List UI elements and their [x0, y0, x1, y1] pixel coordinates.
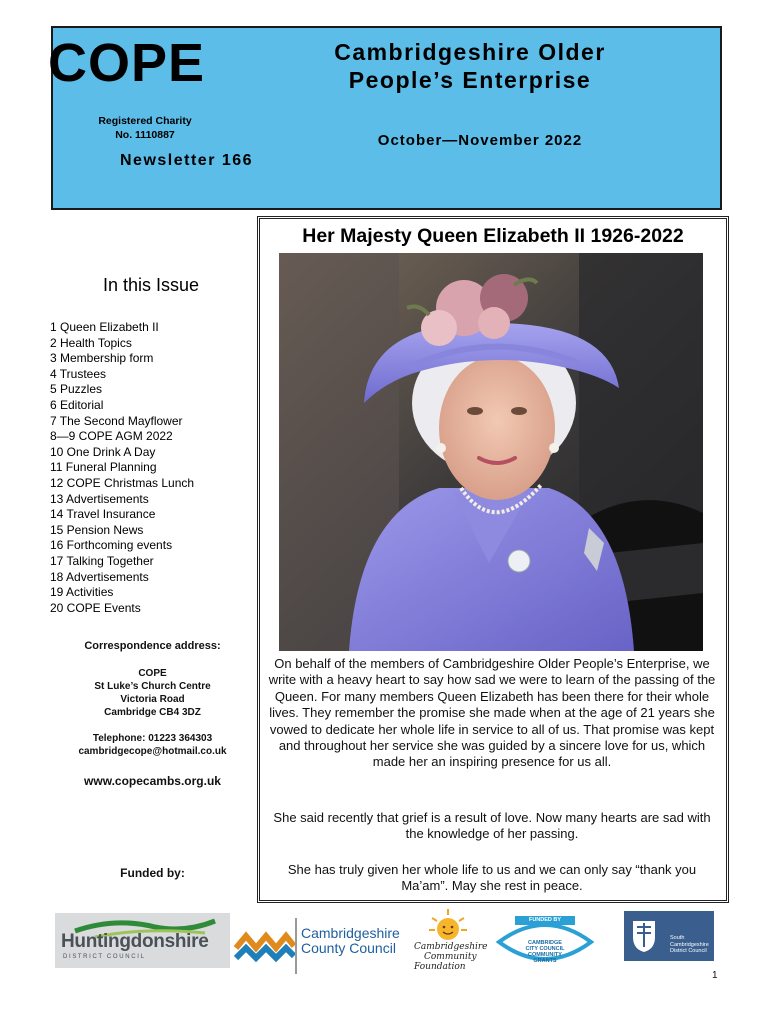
city-council-name: [513, 940, 577, 964]
contents-item: 2 Health Topics: [50, 335, 132, 350]
telephone: Telephone: 01223 364303: [92, 733, 213, 744]
city-line1: CAMBRIDGE: [528, 940, 562, 946]
story-paragraph: She has truly given her whole life to us and we can only say “thank you Ma’am”. May she rest in peace.: [287, 862, 697, 894]
city-funded-by: FUNDED BY: [528, 917, 562, 923]
contents-item: 11 Funeral Planning: [50, 460, 157, 475]
page-number: 1: [712, 970, 718, 981]
charity-label: Registered Charity: [98, 115, 192, 127]
masthead-title: COPE: [48, 33, 206, 93]
contents-item: 4 Trustees: [50, 366, 107, 381]
contents-item: 12 COPE Christmas Lunch: [50, 475, 195, 490]
ccc-name: [301, 926, 400, 956]
contents-item: 10 One Drink A Day: [50, 444, 156, 459]
contents-item: 15 Pension News: [50, 522, 144, 537]
contents-item: 19 Activities: [50, 585, 114, 600]
scdc-line3: District Council: [670, 948, 707, 954]
contents-item: 3 Membership form: [50, 351, 154, 366]
contents-title: In this Issue: [103, 275, 200, 295]
correspondence-address: [50, 667, 255, 719]
organisation-name-line1: Cambridgeshire Older: [334, 39, 606, 65]
ccc-line1: Cambridgeshire: [301, 925, 400, 941]
city-line2: CITY COUNCIL: [525, 946, 565, 952]
address-line: Cambridge CB4 3DZ: [104, 707, 201, 718]
city-line4: GRANTS: [533, 958, 557, 964]
contents-item: 6 Editorial: [50, 397, 104, 412]
story-title: Her Majesty Queen Elizabeth II 1926-2022: [302, 225, 684, 247]
contents-item: 7 The Second Mayflower: [50, 413, 183, 428]
address-line: Victoria Road: [120, 694, 185, 705]
city-line3: COMMUNITY: [528, 952, 562, 958]
contents-item: 5 Puzzles: [50, 382, 103, 397]
contents-item: 16 Forthcoming events: [50, 538, 173, 553]
scdc-line2: Cambridgeshire: [670, 941, 709, 948]
contents-item: 17 Talking Together: [50, 553, 154, 568]
contents-item: 1 Queen Elizabeth II: [50, 320, 159, 334]
huntingdonshire-name: Huntingdonshire: [61, 931, 209, 952]
contents-item: 14 Travel Insurance: [50, 507, 156, 522]
ccf-line3: Foundation: [414, 962, 466, 972]
contents-item: 8—9 COPE AGM 2022: [50, 429, 173, 444]
ccf-name: [414, 942, 489, 972]
organisation-name: [300, 38, 640, 94]
charity-number: [90, 114, 200, 142]
contents-item: 13 Advertisements: [50, 491, 149, 506]
sun-icon: [428, 908, 468, 942]
story-paragraph: She said recently that grief is a result of love. Now many hearts are sad with the knowledge of her passing.: [273, 810, 711, 842]
cambridgeshire-county-council-logo: [234, 918, 409, 976]
south-cambridgeshire-logo: [624, 911, 714, 961]
funded-by-label: Funded by:: [120, 866, 185, 880]
contents-item: 18 Advertisements: [50, 569, 149, 584]
contents-list: [50, 320, 260, 616]
address-line: St Luke’s Church Centre: [94, 681, 211, 692]
cambridgeshire-community-foundation-logo: [414, 908, 489, 978]
cambridge-city-council-logo: [493, 914, 597, 978]
contents-item: 20 COPE Events: [50, 600, 141, 615]
issue-number: Newsletter 166: [120, 152, 254, 169]
charity-number-value: No. 1110887: [115, 129, 175, 141]
waves-icon: [234, 926, 296, 966]
ccf-line1: Cambridgeshire: [414, 942, 488, 952]
queen-photo: [279, 253, 703, 651]
crest-icon: [631, 919, 657, 953]
address-name: COPE: [138, 668, 167, 679]
organisation-name-line2: People’s Enterprise: [348, 67, 592, 93]
huntingdonshire-subtitle: D I S T R I C T C O U N C I L: [63, 954, 144, 960]
contact-details: [50, 732, 255, 758]
ccc-line2: County Council: [301, 940, 396, 956]
huntingdonshire-logo: [55, 913, 230, 968]
story-paragraph: On behalf of the members of Cambridgeshire Older People’s Enterprise, we write with a heavy heart to say how sad we were to learn of the passing of the Queen. For many members Queen Elizabeth has been there for their whole lives. They remember the promise she made when at the age of 21 years she vowed to dedicate her whole life in service to all of us. That promise was kept and throughout her service she was guided by a sincere love for us, which made her an inspiring presence for us all.: [268, 656, 716, 770]
website-link[interactable]: www.copecambs.org.uk: [84, 774, 221, 788]
issue-dates: October—November 2022: [377, 132, 583, 149]
email-link[interactable]: cambridgecope@hotmail.co.uk: [78, 746, 227, 757]
ccf-line2: Community: [424, 952, 477, 962]
scdc-name: [670, 935, 709, 955]
correspondence-title: Correspondence address:: [84, 640, 221, 652]
scdc-line1: South: [670, 935, 685, 941]
